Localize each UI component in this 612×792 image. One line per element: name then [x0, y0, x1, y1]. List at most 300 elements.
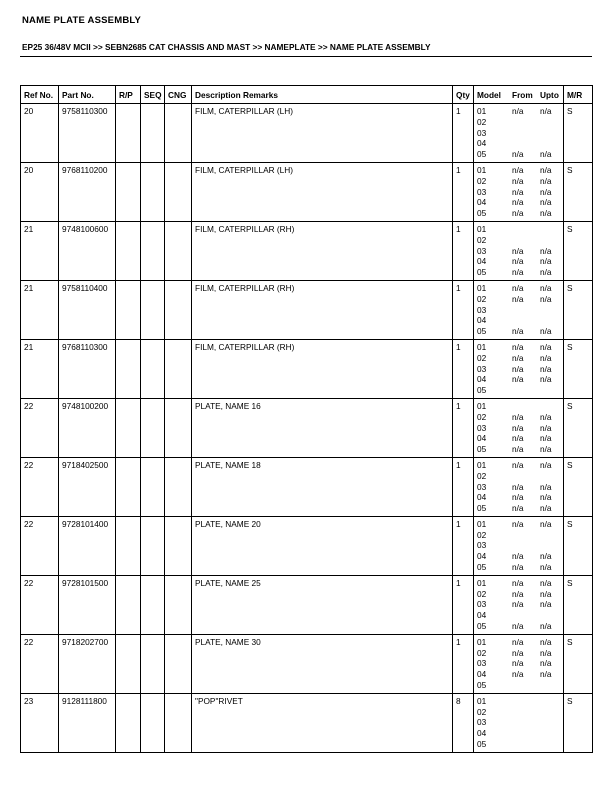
model-value: 05: [477, 385, 487, 396]
model-value: 01: [477, 164, 487, 175]
cell-cng: [165, 162, 192, 221]
model-line: [477, 385, 562, 396]
upto-value: n/a: [540, 433, 552, 444]
model-value: 01: [477, 106, 487, 116]
cell-qty: 1: [453, 280, 474, 339]
cell-part-no: 9718402500: [59, 457, 116, 516]
upto-value: n/a: [540, 588, 552, 599]
from-value: [512, 385, 540, 396]
cell-ref-no: 21: [21, 339, 59, 398]
cell-description: PLATE, NAME 25: [192, 575, 453, 634]
from-value: n/a: [512, 636, 524, 647]
cell-description: FILM, CATERPILLAR (LH): [192, 104, 453, 163]
upto-value: n/a: [540, 492, 552, 503]
model-value: 04: [477, 610, 487, 621]
model-line: [477, 540, 562, 551]
table-body: [21, 104, 593, 753]
table-row: [21, 516, 593, 575]
upto-value: [540, 305, 564, 316]
upto-value: n/a: [540, 647, 552, 658]
cell-mr: S: [564, 162, 593, 221]
model-value: 03: [477, 481, 487, 492]
cell-description: PLATE, NAME 18: [192, 457, 453, 516]
cell-mr: S: [564, 693, 593, 752]
cell-cng: [165, 634, 192, 693]
from-value: [512, 128, 540, 139]
header-ref-no: Ref No.: [21, 86, 59, 104]
model-value: 03: [477, 186, 487, 197]
upto-value: [540, 315, 564, 326]
model-value: 02: [477, 529, 487, 540]
from-value: [512, 680, 540, 691]
cell-qty: 1: [453, 104, 474, 163]
cell-mr: S: [564, 221, 593, 280]
cell-description: FILM, CATERPILLAR (RH): [192, 339, 453, 398]
upto-value: n/a: [540, 197, 552, 208]
cell-description: PLATE, NAME 20: [192, 516, 453, 575]
upto-value: [540, 117, 564, 128]
header-upto: Upto: [540, 90, 559, 100]
from-value: n/a: [512, 481, 524, 492]
model-value: 03: [477, 304, 487, 315]
cell-model-from-upto: [474, 575, 564, 634]
from-value: n/a: [512, 175, 524, 186]
model-line: [477, 503, 562, 514]
upto-value: [540, 540, 564, 551]
model-line: [477, 637, 562, 648]
header-model: Model: [477, 90, 501, 100]
model-line: [477, 187, 562, 198]
model-line: [477, 235, 562, 246]
upto-value: n/a: [540, 518, 552, 529]
model-line: [477, 492, 562, 503]
cell-part-no: 9718202700: [59, 634, 116, 693]
model-line: [477, 728, 562, 739]
cell-rp: [116, 457, 141, 516]
model-line: [477, 471, 562, 482]
model-line: [477, 267, 562, 278]
model-line: [477, 149, 562, 160]
cell-cng: [165, 457, 192, 516]
cell-ref-no: 20: [21, 104, 59, 163]
cell-model-from-upto: [474, 104, 564, 163]
upto-value: [540, 224, 564, 235]
from-value: [512, 138, 540, 149]
from-value: n/a: [512, 669, 524, 680]
table-row: [21, 575, 593, 634]
model-value: 02: [477, 411, 487, 422]
cell-qty: 1: [453, 457, 474, 516]
cell-qty: 1: [453, 221, 474, 280]
model-line: [477, 599, 562, 610]
model-value: 01: [477, 341, 487, 352]
from-value: [512, 610, 540, 621]
from-value: n/a: [512, 444, 524, 455]
from-value: [512, 739, 540, 750]
cell-model-from-upto: [474, 457, 564, 516]
upto-value: [540, 385, 564, 396]
cell-mr: S: [564, 398, 593, 457]
model-value: 05: [477, 326, 487, 337]
from-value: n/a: [512, 658, 524, 669]
model-line: [477, 117, 562, 128]
cell-ref-no: 20: [21, 162, 59, 221]
upto-value: n/a: [540, 374, 552, 385]
header-rp: R/P: [116, 86, 141, 104]
upto-value: n/a: [540, 422, 552, 433]
header-seq: SEQ: [141, 86, 165, 104]
cell-rp: [116, 516, 141, 575]
model-value: 01: [477, 518, 487, 529]
cell-mr: S: [564, 104, 593, 163]
breadcrumb: EP25 36/48V MCII >> SEBN2685 CAT CHASSIS AND MAST >> NAMEPLATE >> NAME PLATE ASSEMBLY: [22, 42, 431, 52]
from-value: n/a: [512, 341, 524, 352]
header-part-no: Part No.: [59, 86, 116, 104]
from-value: n/a: [512, 282, 524, 293]
cell-model-from-upto: [474, 339, 564, 398]
model-line: [477, 696, 562, 707]
upto-value: [540, 739, 564, 750]
upto-value: n/a: [540, 411, 552, 422]
table-row: [21, 162, 593, 221]
model-value: 04: [477, 551, 487, 562]
cell-cng: [165, 693, 192, 752]
upto-value: n/a: [540, 256, 552, 267]
upto-value: n/a: [540, 599, 552, 610]
from-value: n/a: [512, 293, 524, 304]
cell-description: FILM, CATERPILLAR (RH): [192, 221, 453, 280]
model-value: 04: [477, 256, 487, 267]
cell-description: FILM, CATERPILLAR (RH): [192, 280, 453, 339]
model-value: 05: [477, 680, 487, 691]
cell-model-from-upto: [474, 162, 564, 221]
cell-part-no: 9728101400: [59, 516, 116, 575]
model-value: 02: [477, 647, 487, 658]
from-value: [512, 315, 540, 326]
from-value: n/a: [512, 149, 524, 160]
model-value: 02: [477, 293, 487, 304]
upto-value: [540, 610, 564, 621]
table-row: [21, 398, 593, 457]
cell-cng: [165, 516, 192, 575]
model-line: [477, 460, 562, 471]
model-line: [477, 342, 562, 353]
from-value: n/a: [512, 562, 524, 573]
upto-value: [540, 696, 564, 707]
model-line: [477, 444, 562, 455]
from-value: [512, 224, 540, 235]
cell-rp: [116, 221, 141, 280]
cell-description: PLATE, NAME 16: [192, 398, 453, 457]
model-value: 02: [477, 470, 487, 481]
upto-value: n/a: [540, 658, 552, 669]
table-header-row: [21, 86, 593, 104]
upto-value: [540, 728, 564, 739]
cell-model-from-upto: [474, 398, 564, 457]
model-value: 01: [477, 577, 487, 588]
header-qty: Qty: [453, 86, 474, 104]
model-value: 05: [477, 562, 487, 573]
from-value: [512, 305, 540, 316]
model-line: [477, 717, 562, 728]
model-line: [477, 589, 562, 600]
upto-value: n/a: [540, 363, 552, 374]
model-line: [477, 658, 562, 669]
cell-cng: [165, 104, 192, 163]
from-value: n/a: [512, 551, 524, 562]
cell-qty: 1: [453, 575, 474, 634]
upto-value: n/a: [540, 149, 552, 160]
model-value: 05: [477, 503, 487, 514]
cell-description: "POP"RIVET: [192, 693, 453, 752]
model-value: 04: [477, 197, 487, 208]
model-line: [477, 256, 562, 267]
table-row: [21, 634, 593, 693]
cell-seq: [141, 693, 165, 752]
from-value: n/a: [512, 577, 524, 588]
model-line: [477, 246, 562, 257]
cell-rp: [116, 104, 141, 163]
cell-qty: 1: [453, 516, 474, 575]
from-value: n/a: [512, 164, 524, 175]
model-line: [477, 283, 562, 294]
cell-qty: 1: [453, 398, 474, 457]
cell-rp: [116, 339, 141, 398]
from-value: n/a: [512, 267, 524, 278]
upto-value: n/a: [540, 503, 552, 514]
upto-value: n/a: [540, 164, 552, 175]
model-value: 03: [477, 422, 487, 433]
cell-model-from-upto: [474, 221, 564, 280]
header-from: From: [512, 90, 533, 100]
upto-value: n/a: [540, 208, 552, 219]
model-value: 04: [477, 492, 487, 503]
upto-value: n/a: [540, 186, 552, 197]
cell-mr: S: [564, 280, 593, 339]
upto-value: [540, 707, 564, 718]
model-line: [477, 669, 562, 680]
model-value: 04: [477, 374, 487, 385]
model-header-line: [477, 90, 562, 101]
upto-value: [540, 717, 564, 728]
upto-value: n/a: [540, 245, 552, 256]
table-row: [21, 221, 593, 280]
model-line: [477, 562, 562, 573]
model-line: [477, 530, 562, 541]
from-value: n/a: [512, 208, 524, 219]
upto-value: n/a: [540, 481, 552, 492]
model-line: [477, 482, 562, 493]
model-line: [477, 423, 562, 434]
upto-value: n/a: [540, 267, 552, 278]
breadcrumb-divider: [20, 56, 592, 57]
model-line: [477, 433, 562, 444]
cell-cng: [165, 575, 192, 634]
cell-seq: [141, 104, 165, 163]
model-value: 05: [477, 621, 487, 632]
from-value: [512, 717, 540, 728]
upto-value: [540, 680, 564, 691]
cell-model-from-upto: [474, 280, 564, 339]
table-row: [21, 280, 593, 339]
model-value: 02: [477, 706, 487, 717]
cell-seq: [141, 280, 165, 339]
from-value: n/a: [512, 363, 524, 374]
model-value: 05: [477, 267, 487, 278]
cell-part-no: 9728101500: [59, 575, 116, 634]
from-value: n/a: [512, 422, 524, 433]
cell-cng: [165, 221, 192, 280]
cell-mr: S: [564, 575, 593, 634]
cell-ref-no: 22: [21, 575, 59, 634]
cell-mr: S: [564, 516, 593, 575]
model-line: [477, 315, 562, 326]
cell-qty: 8: [453, 693, 474, 752]
from-value: n/a: [512, 588, 524, 599]
model-value: 03: [477, 599, 487, 610]
cell-seq: [141, 162, 165, 221]
cell-model-from-upto: [474, 634, 564, 693]
model-line: [477, 551, 562, 562]
cell-part-no: 9128111800: [59, 693, 116, 752]
model-line: [477, 364, 562, 375]
model-value: 04: [477, 433, 487, 444]
cell-qty: 1: [453, 634, 474, 693]
upto-value: [540, 138, 564, 149]
upto-value: [540, 235, 564, 246]
cell-ref-no: 21: [21, 280, 59, 339]
from-value: n/a: [512, 326, 524, 337]
from-value: n/a: [512, 647, 524, 658]
upto-value: n/a: [540, 669, 552, 680]
from-value: [512, 401, 540, 412]
upto-value: n/a: [540, 577, 552, 588]
model-line: [477, 176, 562, 187]
cell-cng: [165, 398, 192, 457]
cell-cng: [165, 339, 192, 398]
model-value: 05: [477, 208, 487, 219]
cell-description: FILM, CATERPILLAR (LH): [192, 162, 453, 221]
from-value: n/a: [512, 186, 524, 197]
model-line: [477, 401, 562, 412]
cell-rp: [116, 634, 141, 693]
from-value: [512, 696, 540, 707]
model-line: [477, 224, 562, 235]
cell-seq: [141, 575, 165, 634]
cell-part-no: 9748100200: [59, 398, 116, 457]
cell-rp: [116, 162, 141, 221]
model-value: 01: [477, 459, 487, 470]
cell-rp: [116, 693, 141, 752]
from-value: n/a: [512, 245, 524, 256]
model-line: [477, 353, 562, 364]
model-line: [477, 197, 562, 208]
table-row: [21, 693, 593, 752]
model-value: 03: [477, 127, 487, 138]
cell-model-from-upto: [474, 516, 564, 575]
cell-ref-no: 21: [21, 221, 59, 280]
cell-ref-no: 22: [21, 398, 59, 457]
model-line: [477, 165, 562, 176]
cell-qty: 1: [453, 162, 474, 221]
cell-part-no: 9768110200: [59, 162, 116, 221]
cell-mr: S: [564, 457, 593, 516]
from-value: n/a: [512, 352, 524, 363]
from-value: [512, 235, 540, 246]
cell-mr: S: [564, 339, 593, 398]
table-row: [21, 104, 593, 163]
cell-ref-no: 22: [21, 516, 59, 575]
from-value: n/a: [512, 106, 524, 116]
model-line: [477, 707, 562, 718]
cell-qty: 1: [453, 339, 474, 398]
model-value: 01: [477, 636, 487, 647]
model-line: [477, 578, 562, 589]
upto-value: [540, 530, 564, 541]
model-value: 01: [477, 695, 487, 706]
header-description-remarks: Description Remarks: [192, 86, 453, 104]
model-value: 03: [477, 540, 487, 551]
model-value: 04: [477, 669, 487, 680]
upto-value: n/a: [540, 636, 552, 647]
from-value: n/a: [512, 374, 524, 385]
cell-ref-no: 22: [21, 457, 59, 516]
table-row: [21, 457, 593, 516]
from-value: n/a: [512, 518, 524, 529]
cell-seq: [141, 339, 165, 398]
cell-model-from-upto: [474, 693, 564, 752]
from-value: n/a: [512, 411, 524, 422]
cell-mr: S: [564, 634, 593, 693]
cell-rp: [116, 398, 141, 457]
model-line: [477, 128, 562, 139]
from-value: [512, 530, 540, 541]
from-value: [512, 471, 540, 482]
model-line: [477, 138, 562, 149]
model-line: [477, 305, 562, 316]
table-row: [21, 339, 593, 398]
model-value: 04: [477, 315, 487, 326]
model-value: 02: [477, 588, 487, 599]
model-value: 03: [477, 658, 487, 669]
model-line: [477, 106, 562, 117]
header-model-from-upto: [474, 86, 564, 104]
upto-value: n/a: [540, 444, 552, 455]
cell-seq: [141, 516, 165, 575]
cell-ref-no: 23: [21, 693, 59, 752]
from-value: [512, 117, 540, 128]
cell-ref-no: 22: [21, 634, 59, 693]
upto-value: n/a: [540, 282, 552, 293]
from-value: n/a: [512, 492, 524, 503]
cell-cng: [165, 280, 192, 339]
model-line: [477, 739, 562, 750]
model-line: [477, 412, 562, 423]
cell-part-no: 9768110300: [59, 339, 116, 398]
model-line: [477, 208, 562, 219]
upto-value: n/a: [540, 562, 552, 573]
from-value: n/a: [512, 433, 524, 444]
model-value: 04: [477, 728, 487, 739]
upto-value: n/a: [540, 352, 552, 363]
model-value: 05: [477, 149, 487, 160]
model-line: [477, 294, 562, 305]
from-value: n/a: [512, 197, 524, 208]
from-value: [512, 728, 540, 739]
model-value: 02: [477, 175, 487, 186]
upto-value: [540, 471, 564, 482]
cell-description: PLATE, NAME 30: [192, 634, 453, 693]
